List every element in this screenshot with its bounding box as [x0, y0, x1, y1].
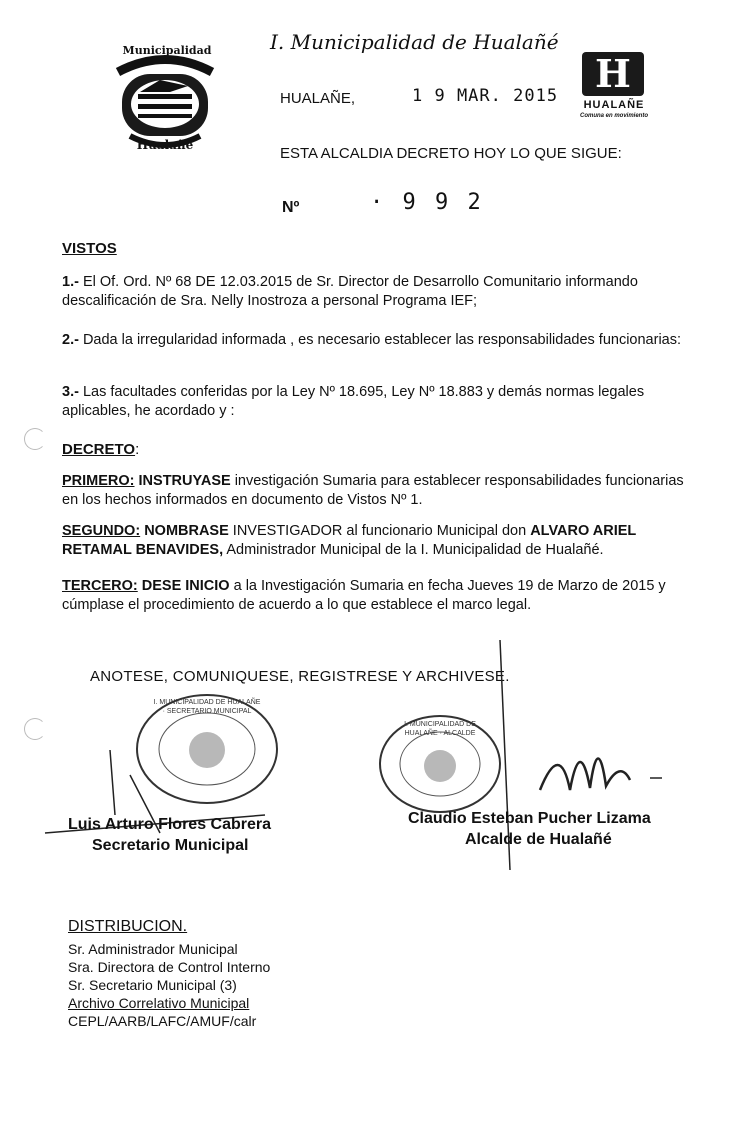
distribution-item: Sr. Secretario Municipal (3) — [68, 977, 237, 993]
vistos-item-2 — [62, 331, 692, 350]
number-label: Nº — [282, 199, 300, 216]
logo-name: HUALAÑE — [583, 99, 645, 111]
secretary-title: Secretario Municipal — [92, 837, 249, 854]
item-text: Las facultades conferidas por la Ley Nº 18.695, Ley Nº 18.883 y demás normas legales aplicables, he acordado y : — [62, 384, 645, 419]
decreto-heading — [62, 441, 139, 458]
vistos-heading: VISTOS — [62, 240, 117, 257]
seal-bottom-text: Hualañé — [136, 138, 194, 152]
primero-text: investigación Sumaria para establecer responsabilidades funcionarias en los hechos informados en documento de Vistos Nº 1. — [62, 473, 684, 508]
distribution-item: Archivo Correlativo Municipal — [68, 995, 250, 1011]
segundo-verb: NOMBRASE — [144, 523, 229, 539]
item-text: El Of. Ord. Nº 68 DE 12.03.2015 de Sr. Director de Desarrollo Comunitario informando descalificación de Sra. Nelly Inostroza a personal Programa IEF; — [62, 274, 638, 309]
secretary-name: Luis Arturo Flores Cabrera — [68, 816, 272, 833]
item-number: 1.- — [62, 274, 79, 290]
distribution-list — [68, 940, 368, 1030]
logo-letter: H — [595, 51, 631, 96]
decreto-heading-text: DECRETO — [62, 441, 136, 458]
mayor-name: Claudio Esteban Pucher Lizama — [408, 810, 651, 827]
decree-number: · 9 9 2 — [370, 190, 484, 215]
decreto-primero — [62, 472, 692, 510]
tercero-label: TERCERO: — [62, 578, 138, 594]
distribution-item: Sra. Directora de Control Interno — [68, 959, 271, 975]
mayor-stamp-text: I. MUNICIPALIDAD DE HUALAÑE · ALCALDE — [404, 721, 476, 737]
distribution-item: CEPL/AARB/LAFC/AMUF/calr — [68, 1013, 257, 1029]
tercero-text: a la Investigación Sumaria en fecha Jueves 19 de Marzo de 2015 y cúmplase el procedimiento de acuerdo a lo que establece el marco legal. — [62, 578, 666, 613]
item-text: Dada la irregularidad informada , es necesario establecer las responsabilidades funcionarias: — [82, 332, 682, 348]
distribution-heading: DISTRIBUCION. — [68, 918, 188, 935]
logo-tagline: Comuna en movimiento — [579, 113, 648, 119]
seal-top-text: Municipalidad — [122, 44, 212, 57]
primero-label: PRIMERO: — [62, 473, 135, 489]
decreto-heading-colon: : — [135, 441, 140, 458]
vistos-item-1 — [62, 273, 692, 311]
punch-mark — [24, 718, 46, 740]
hualane-logo — [578, 52, 650, 122]
segundo-text-b: Administrador Municipal de la I. Municipalidad de Hualañé. — [223, 542, 604, 558]
stamp-date: 1 9 MAR. 2015 — [412, 86, 559, 106]
decreto-tercero — [62, 577, 692, 615]
segundo-name: ALVARO ARIEL RETAMAL BENAVIDES, — [62, 523, 636, 558]
distribution-item: Sr. Administrador Municipal — [68, 941, 238, 957]
decreto-segundo — [62, 522, 692, 560]
segundo-label: SEGUNDO: — [62, 523, 141, 539]
mayor-title: Alcalde de Hualañé — [465, 831, 612, 848]
institution-title: I. Municipalidad de Hualañé — [270, 30, 559, 54]
preamble: ESTA ALCALDIA DECRETO HOY LO QUE SIGUE: — [280, 145, 622, 162]
vistos-item-3 — [62, 383, 692, 421]
segundo-text-a: INVESTIGADOR al funcionario Municipal don — [228, 523, 531, 539]
item-number: 3.- — [62, 384, 79, 400]
closing-formula: ANOTESE, COMUNIQUESE, REGISTRESE Y ARCHIVESE. — [90, 668, 510, 685]
primero-verb: INSTRUYASE — [138, 473, 231, 489]
secretary-stamp-text: I. MUNICIPALIDAD DE HUALAÑE · SECRETARIO MUNICIPAL — [153, 699, 261, 715]
tercero-verb: DESE INICIO — [141, 578, 230, 594]
punch-mark — [24, 428, 46, 450]
place-label: HUALAÑE, — [280, 90, 356, 107]
item-number: 2.- — [62, 332, 79, 348]
municipal-seal — [100, 42, 230, 157]
